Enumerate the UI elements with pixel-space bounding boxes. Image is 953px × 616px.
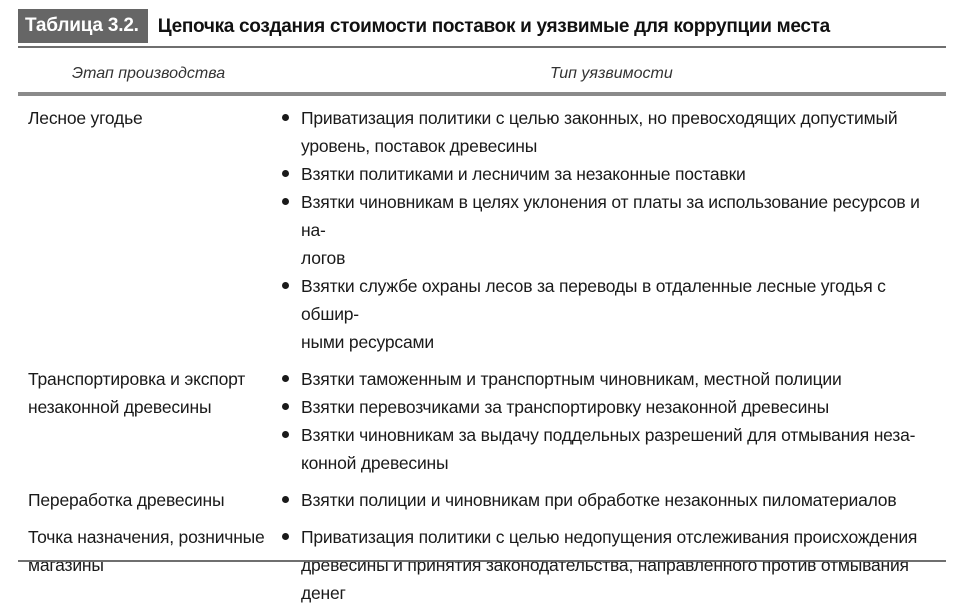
item-line: Взятки перевозчиками за транспортировку незаконной древесины bbox=[301, 397, 829, 417]
bullet-icon bbox=[282, 282, 289, 289]
item-line: конной древесины bbox=[301, 453, 449, 473]
vulnerability-item bbox=[280, 272, 934, 356]
stage-cell bbox=[18, 523, 280, 607]
stage-line: незаконной древесины bbox=[28, 397, 212, 417]
table-title: Цепочка создания стоимости поставок и уязвимые для коррупции места bbox=[157, 16, 830, 37]
vulnerability-item bbox=[280, 421, 934, 477]
stage-line: Переработка древесины bbox=[28, 490, 225, 510]
item-line: Взятки политиками и лесничим за незаконные поставки bbox=[301, 164, 746, 184]
stage-line: Точка назначения, розничные bbox=[28, 527, 265, 547]
vulnerability-list bbox=[280, 104, 934, 356]
item-line: ными ресурсами bbox=[301, 332, 434, 352]
table-column-headers bbox=[18, 56, 946, 96]
table-row bbox=[18, 486, 946, 514]
table-number-label: Таблица 3.2. bbox=[18, 9, 148, 43]
stage-line: Лесное угодье bbox=[28, 108, 143, 128]
stage-cell bbox=[18, 365, 280, 477]
vulnerability-item bbox=[280, 486, 934, 514]
vulnerability-item bbox=[280, 393, 934, 421]
bullet-icon bbox=[282, 496, 289, 503]
vulnerability-item bbox=[280, 160, 934, 188]
item-line: Взятки чиновникам в целях уклонения от платы за использование ресурсов и на- bbox=[301, 192, 920, 240]
bullet-icon bbox=[282, 170, 289, 177]
table-title-bar bbox=[18, 8, 946, 48]
vulnerability-item bbox=[280, 188, 934, 272]
column-header-vulnerability: Тип уязвимости bbox=[550, 65, 673, 82]
vulnerability-item bbox=[280, 523, 934, 607]
item-line: логов bbox=[301, 248, 346, 268]
stage-cell bbox=[18, 104, 280, 356]
table-row bbox=[18, 523, 946, 607]
vulnerability-list bbox=[280, 486, 934, 514]
bullet-icon bbox=[282, 533, 289, 540]
table-row bbox=[18, 104, 946, 356]
item-line: Взятки таможенным и транспортным чиновникам, местной полиции bbox=[301, 369, 842, 389]
bullet-icon bbox=[282, 431, 289, 438]
stage-line: магазины bbox=[28, 555, 104, 575]
item-line: Взятки чиновникам за выдачу поддельных разрешений для отмывания неза- bbox=[301, 425, 916, 445]
column-header-stage: Этап производства bbox=[72, 65, 226, 82]
item-line: Взятки службе охраны лесов за переводы в отдаленные лесные угодья с обшир- bbox=[301, 276, 886, 324]
vulnerability-list bbox=[280, 365, 934, 477]
table-body bbox=[18, 104, 946, 616]
item-line: древесины и принятия законодательства, направленного против отмывания bbox=[301, 555, 909, 575]
bullet-icon bbox=[282, 114, 289, 121]
stage-line: Транспортировка и экспорт bbox=[28, 369, 246, 389]
item-line: Приватизация политики с целью недопущения отслеживания происхождения bbox=[301, 527, 918, 547]
table-bottom-rule bbox=[18, 560, 946, 562]
bullet-icon bbox=[282, 198, 289, 205]
vulnerability-item bbox=[280, 365, 934, 393]
table-row bbox=[18, 365, 946, 477]
vulnerability-list bbox=[280, 523, 934, 607]
vulnerability-item bbox=[280, 104, 934, 160]
item-line: уровень, поставок древесины bbox=[301, 136, 538, 156]
stage-cell bbox=[18, 486, 280, 514]
item-line: Взятки полиции и чиновникам при обработке незаконных пиломатериалов bbox=[301, 490, 897, 510]
item-line: денег bbox=[301, 583, 346, 603]
bullet-icon bbox=[282, 375, 289, 382]
bullet-icon bbox=[282, 403, 289, 410]
item-line: Приватизация политики с целью законных, но превосходящих допустимый bbox=[301, 108, 898, 128]
